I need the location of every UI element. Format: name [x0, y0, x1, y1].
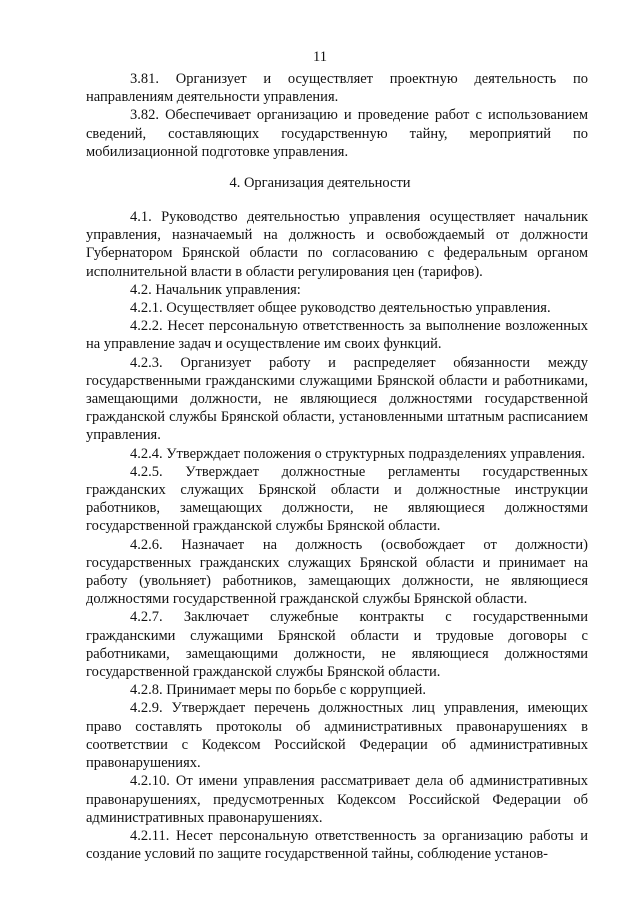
paragraph-4-1: 4.1. Руководство деятельностью управления осуществляет начальник управления, назначаемый на должность и освобождаемый от должности Губернатором Брянской области по согласованию с федеральным органом исполнительной власти в области регулирования цен (тарифов). — [86, 209, 588, 280]
paragraph-4-2-6: 4.2.6. Назначает на должность (освобождает от должности) государственных гражданских служащих Брянской области и принимает на работу (увольняет) работников, замещающих должности, не являющиеся должностями государственной гражданской службы Брянской области. — [86, 536, 588, 608]
paragraph-4-2-4: 4.2.4. Утверждает положения о структурных подразделениях управления. — [130, 445, 586, 462]
paragraph-4-2-10: 4.2.10. От имени управления рассматривает дела об административных правонарушениях, предусмотренных Кодексом Российской Федерации об административных правонарушениях. — [86, 773, 588, 826]
paragraph-4-2-5: 4.2.5. Утверждает должностные регламенты государственных гражданских служащих Брянской области и должностные инструкции работников, замещающих должности, не являющиеся должностями государственной гражданской службы Брянской области. — [86, 463, 588, 535]
section-heading: 4. Организация деятельности — [229, 175, 411, 191]
paragraph-4-2-7: 4.2.7. Заключает служебные контракты с государственными гражданскими служащими Брянской области и трудовые договоры с работниками, замещающими должности, не являющиеся должностями государственной гражданской службы Брянской области. — [86, 609, 588, 681]
paragraph-4-2-8: 4.2.8. Принимает меры по борьбе с коррупцией. — [130, 682, 427, 699]
paragraph-3-82: 3.82. Обеспечивает организацию и проведение работ с использованием сведений, составляющих государственную тайну, мероприятий по мобилизационной подготовке управления. — [86, 107, 588, 160]
paragraph-4-2-2: 4.2.2. Несет персональную ответственность за выполнение возложенных на управление задач и осуществление им своих функций. — [86, 318, 588, 353]
page-number: 11 — [313, 49, 327, 65]
paragraph-4-2-3: 4.2.3. Организует работу и распределяет обязанности между государственными гражданскими служащими Брянской области и работниками, замещающими должности, не являющиеся должностями государственной гражданской службы Брянской области, установленными штатным расписанием управления. — [86, 354, 588, 444]
top-block — [86, 70, 588, 161]
paragraph-3-81: 3.81. Организует и осуществляет проектную деятельность по направлениям деятельности управления. — [86, 71, 588, 106]
paragraph-4-2: 4.2. Начальник управления: — [130, 281, 301, 298]
paragraph-4-2-9: 4.2.9. Утверждает перечень должностных лиц управления, имеющих право составлять протоколы об административных правонарушениях в соответствии с Кодексом Российской Федерации об административных правонарушениях. — [86, 700, 588, 772]
paragraph-4-2-11: 4.2.11. Несет персональную ответственность за организацию работы и создание условий по защите государственной тайны, соблюдение установ- — [86, 827, 588, 863]
section-body — [86, 208, 588, 863]
paragraph-4-2-1: 4.2.1. Осуществляет общее руководство деятельностью управления. — [130, 300, 551, 317]
